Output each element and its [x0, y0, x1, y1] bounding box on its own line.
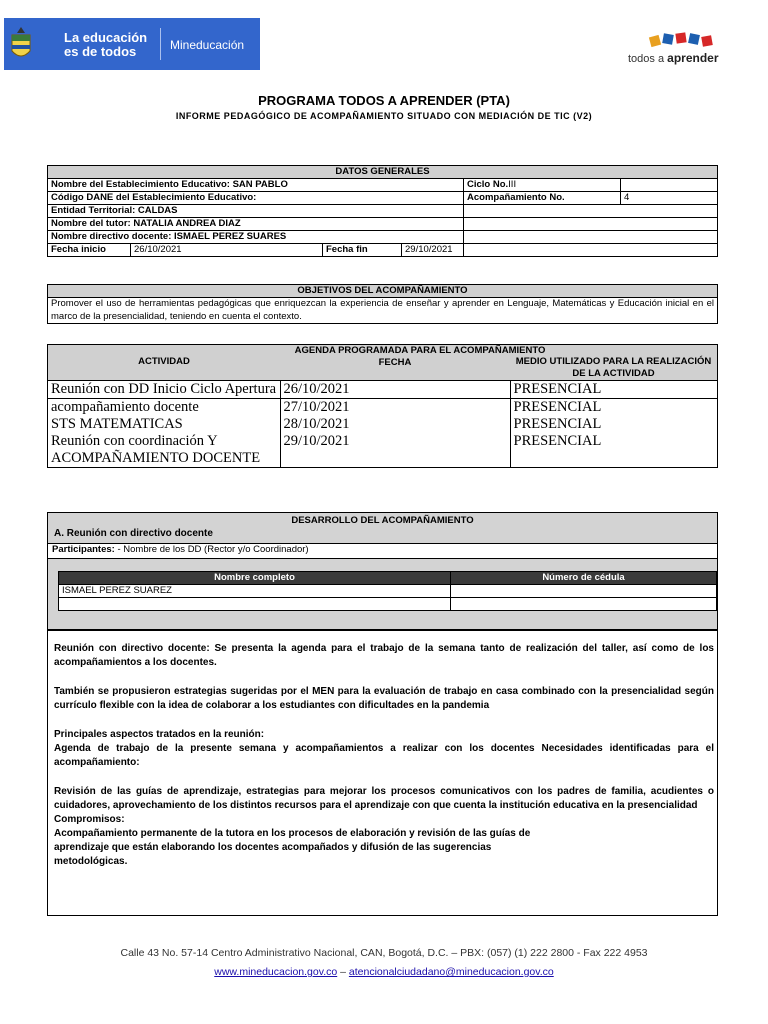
- objetivos-table: [47, 284, 718, 324]
- empty-cell: [464, 218, 718, 231]
- empty-cell: [464, 205, 718, 218]
- section-a-title: A. Reunión con directivo docente: [54, 528, 213, 539]
- fecha-inicio: 26/10/2021: [131, 244, 323, 257]
- ciclo-cell: [464, 179, 621, 192]
- agenda-table: [47, 344, 718, 468]
- brand-line-1: La educación: [64, 30, 148, 45]
- objetivos-heading: OBJETIVOS DEL ACOMPAÑAMIENTO: [48, 285, 718, 298]
- header-divider: [160, 28, 161, 60]
- email-link[interactable]: atencionalciudadano@mineducacion.gov.co: [348, 966, 554, 978]
- logo-prefix: todos a: [628, 53, 668, 65]
- participantes-row: [48, 543, 717, 559]
- datos-generales-table: [47, 165, 718, 257]
- fecha-fin: 29/10/2021: [402, 244, 464, 257]
- agenda-row-1-actividad: Reunión con DD Inicio Ciclo Apertura: [48, 381, 281, 399]
- page-title: PROGRAMA TODOS A APRENDER (PTA): [258, 93, 510, 108]
- ciclo-label: Ciclo No.: [467, 179, 509, 190]
- body-paragraph-1: Reunión con directivo docente: Se presenta la agenda para el trabajo de la semana tanto de realización del taller, así como de los acompañamientos a los docentes.: [54, 643, 714, 668]
- fecha-inicio-label: Fecha inicio: [48, 244, 131, 257]
- logo-bold: aprender: [667, 51, 719, 65]
- acomp-value: 4: [621, 192, 718, 205]
- participante-1-nombre: ISMAEL PEREZ SUAREZ: [59, 585, 451, 598]
- body-paragraph-3: Principales aspectos tratados en la reunión: Agenda de trabajo de la presente semana y acompañamientos a realizar con los docentes Necesidades identificadas para el acompañamiento:: [54, 729, 714, 768]
- fecha-fin-label: Fecha fin: [323, 244, 402, 257]
- desarrollo-body: [47, 630, 718, 916]
- footer-links: [0, 966, 768, 978]
- participante-2-nombre: [59, 598, 451, 611]
- establecimiento: Nombre del Establecimiento Educativo: SAN PABLO: [48, 179, 464, 192]
- coat-of-arms-icon: [8, 25, 34, 63]
- body-paragraph-4: Revisión de las guías de aprendizaje, estrategias para mejorar los procesos comunicativos con los padres de familia, acudientes o cuidadores, aprovechamiento de los distintos recursos para el aprendizaje con que cuenta la institución educativa en la presencialidad Compromisos: Acompañamiento permanente de la tutora en los procesos de elaboración y revisión de las guías de aprendizaje que están elaborando los docentes acompañados y difusión de las sugerencias metodológicas.: [54, 786, 714, 867]
- ciclo-value: III: [508, 179, 517, 190]
- brand-slogan: [64, 31, 147, 59]
- agenda-col-fecha: FECHA: [378, 357, 412, 368]
- agenda-heading-cell: [280, 345, 546, 381]
- agenda-row-2-fecha: 27/10/2021 28/10/2021 29/10/2021: [280, 399, 510, 468]
- participantes-label: Participantes:: [52, 544, 115, 555]
- website-link[interactable]: www.mineducacion.gov.co: [214, 966, 338, 978]
- desarrollo-section: [47, 512, 718, 630]
- participantes-text: - Nombre de los DD (Rector y/o Coordinador): [114, 544, 309, 555]
- participante-1-cedula: [451, 585, 717, 598]
- participantes-table: [58, 571, 717, 611]
- agenda-row-1-medio: PRESENCIAL: [510, 381, 718, 399]
- col-cedula: Número de cédula: [451, 572, 717, 585]
- footer-address: Calle 43 No. 57-14 Centro Administrativo Nacional, CAN, Bogotá, D.C. – PBX: (057) (1) 222 2800 - Fax 222 4953: [120, 947, 648, 959]
- agenda-row-2-actividad: acompañamiento docente STS MATEMATICAS Reunión con coordinación Y ACOMPAÑAMIENTO DOCENTE: [48, 399, 281, 468]
- footer-separator: –: [337, 966, 349, 978]
- body-paragraph-2: También se propusieron estrategias sugeridas por el MEN para la evaluación de trabajo en casa combinado con la presencialidad según currículo flexible con la idea de colaborar a los estudiantes con dificultades en la pandemia: [54, 686, 714, 711]
- objetivos-text: Promover el uso de herramientas pedagógicas que enriquezcan la experiencia de enseñar y aprender en Lenguaje, Matemáticas y Educación inicial en el marco de la presencialidad, teniendo en cuenta el contexto.: [48, 298, 718, 324]
- empty-cell: [621, 179, 718, 192]
- participante-2-cedula: [451, 598, 717, 611]
- acomp-label: Acompañamiento No.: [464, 192, 621, 205]
- ministry-name: Mineducación: [170, 38, 245, 52]
- agenda-row-1-fecha: 26/10/2021: [280, 381, 510, 399]
- col-nombre: Nombre completo: [59, 572, 451, 585]
- desarrollo-heading: DESARROLLO DEL ACOMPAÑAMIENTO: [291, 515, 474, 526]
- agenda-heading: AGENDA PROGRAMADA PARA EL ACOMPAÑAMIENTO: [294, 345, 546, 356]
- agenda-col-actividad-label: ACTIVIDAD: [138, 356, 190, 367]
- datos-heading: DATOS GENERALES: [48, 166, 718, 179]
- directivo: Nombre directivo docente: ISMAEL PEREZ SUARES: [48, 231, 464, 244]
- agenda-row-2-medio: PRESENCIAL PRESENCIAL PRESENCIAL: [510, 399, 718, 468]
- page-subtitle: INFORME PEDAGÓGICO DE ACOMPAÑAMIENTO SITUADO CON MEDIACIÓN DE TIC (V2): [175, 111, 593, 121]
- brand-line-2: es de todos: [64, 44, 137, 59]
- logo-wordmark: [628, 51, 719, 65]
- codigo-dane: Código DANE del Establecimiento Educativo:: [48, 192, 464, 205]
- entidad: Entidad Territorial: CALDAS: [48, 205, 464, 218]
- empty-cell: [464, 244, 718, 257]
- tutor: Nombre del tutor: NATALIA ANDREA DIAZ: [48, 218, 464, 231]
- empty-cell: [464, 231, 718, 244]
- agenda-col-medio: MEDIO UTILIZADO PARA LA REALIZACIÓN DE LA ACTIVIDAD: [515, 356, 712, 379]
